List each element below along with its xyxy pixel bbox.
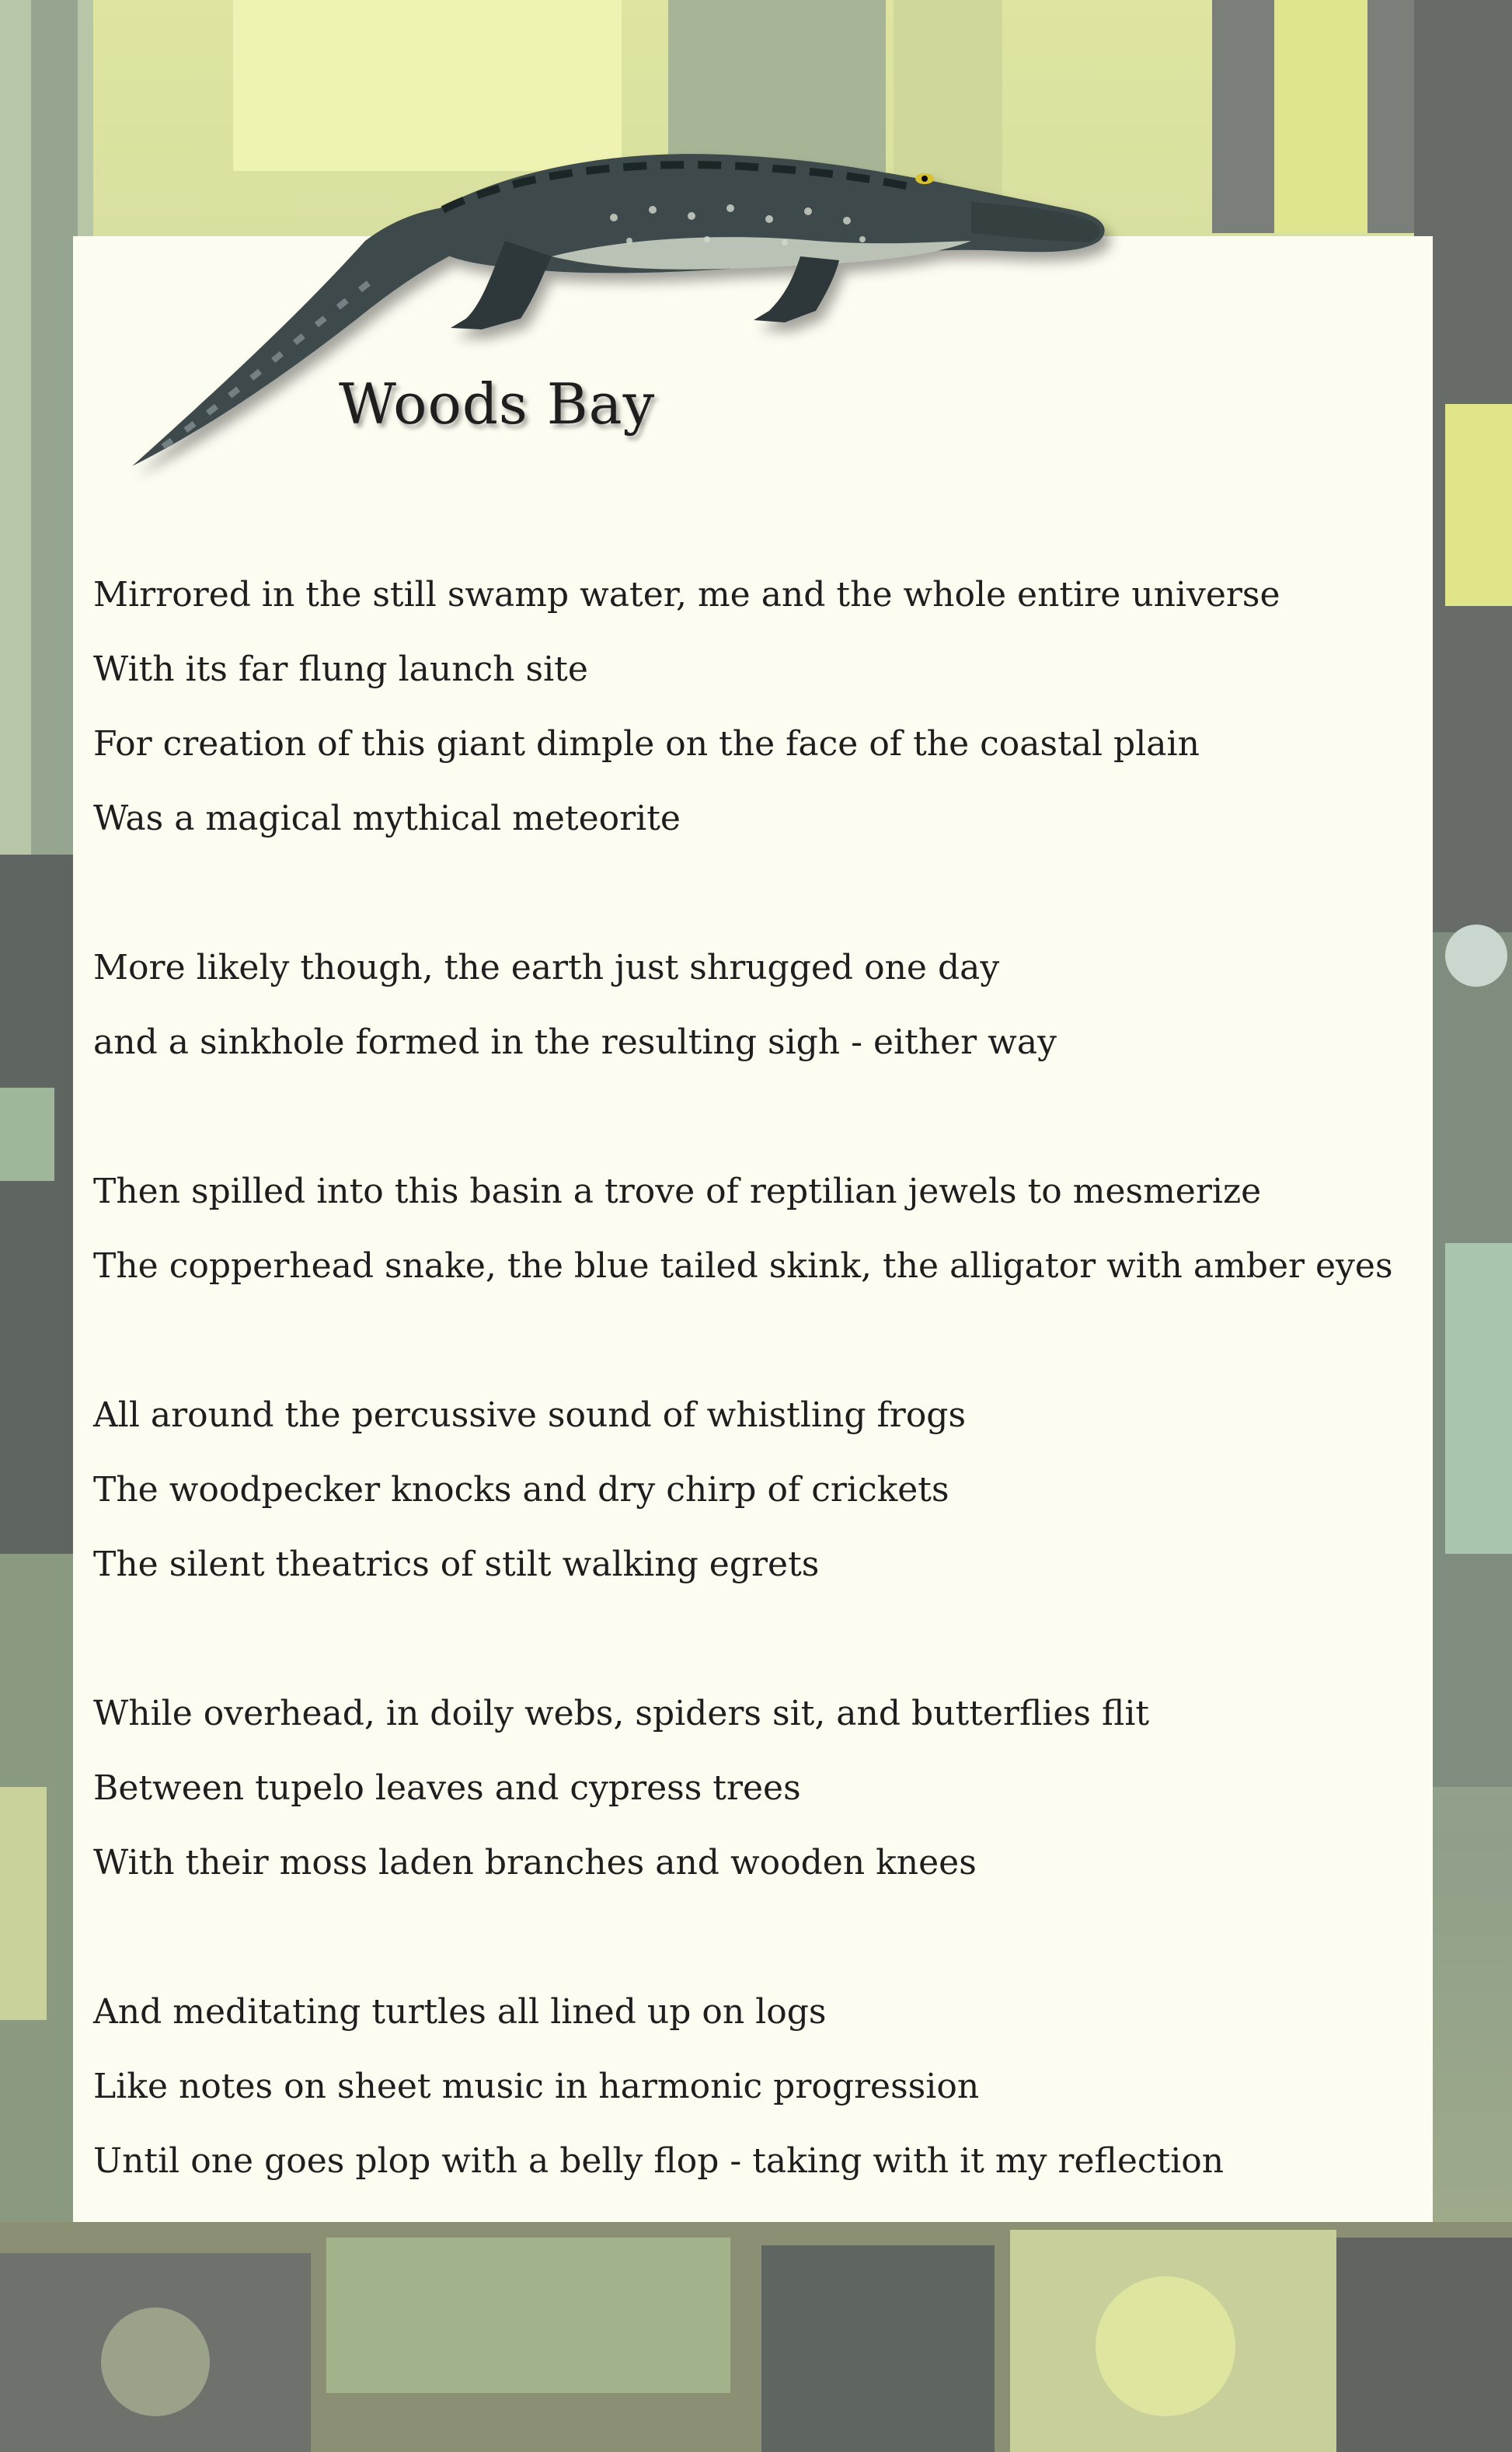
poem-line: Was a magical mythical meteorite — [93, 799, 681, 838]
stanza — [93, 1378, 1414, 1602]
stanza — [93, 558, 1414, 856]
poem-line: The silent theatrics of stilt walking egrets — [93, 1545, 820, 1584]
poem-line: While overhead, in doily webs, spiders sit, and butterflies flit — [93, 1694, 1150, 1733]
poem-body — [93, 558, 1414, 2273]
poem-line: Like notes on sheet music in harmonic progression — [93, 2067, 980, 2106]
poem-line: The woodpecker knocks and dry chirp of crickets — [93, 1470, 949, 1510]
poem-line: Between tupelo leaves and cypress trees — [93, 1768, 801, 1808]
poem-line: With its far flung launch site — [93, 650, 588, 689]
poem-line: And meditating turtles all lined up on logs — [93, 1992, 827, 2032]
stanza — [93, 931, 1414, 1080]
poem-line: The copperhead snake, the blue tailed skink, the alligator with amber eyes — [93, 1246, 1393, 1286]
poem-line: With their moss laden branches and wooden knees — [93, 1843, 977, 1883]
stanza — [93, 1975, 1414, 2199]
stanza — [93, 1677, 1414, 1900]
poem-line: All around the percussive sound of whistling frogs — [93, 1395, 967, 1435]
poem-line: For creation of this giant dimple on the face of the coastal plain — [93, 724, 1200, 764]
poem-line: Until one goes plop with a belly flop - taking with it my reflection — [93, 2141, 1225, 2181]
poem-line: Then spilled into this basin a trove of reptilian jewels to mesmerize — [93, 1172, 1262, 1211]
stanza — [93, 1155, 1414, 1304]
poem-line: Mirrored in the still swamp water, me and the whole entire universe — [93, 575, 1280, 615]
poem-title: Woods Bay — [339, 371, 656, 437]
poem-line: and a sinkhole formed in the resulting sigh - either way — [93, 1022, 1057, 1062]
poem-line: More likely though, the earth just shrugged one day — [93, 948, 1000, 987]
